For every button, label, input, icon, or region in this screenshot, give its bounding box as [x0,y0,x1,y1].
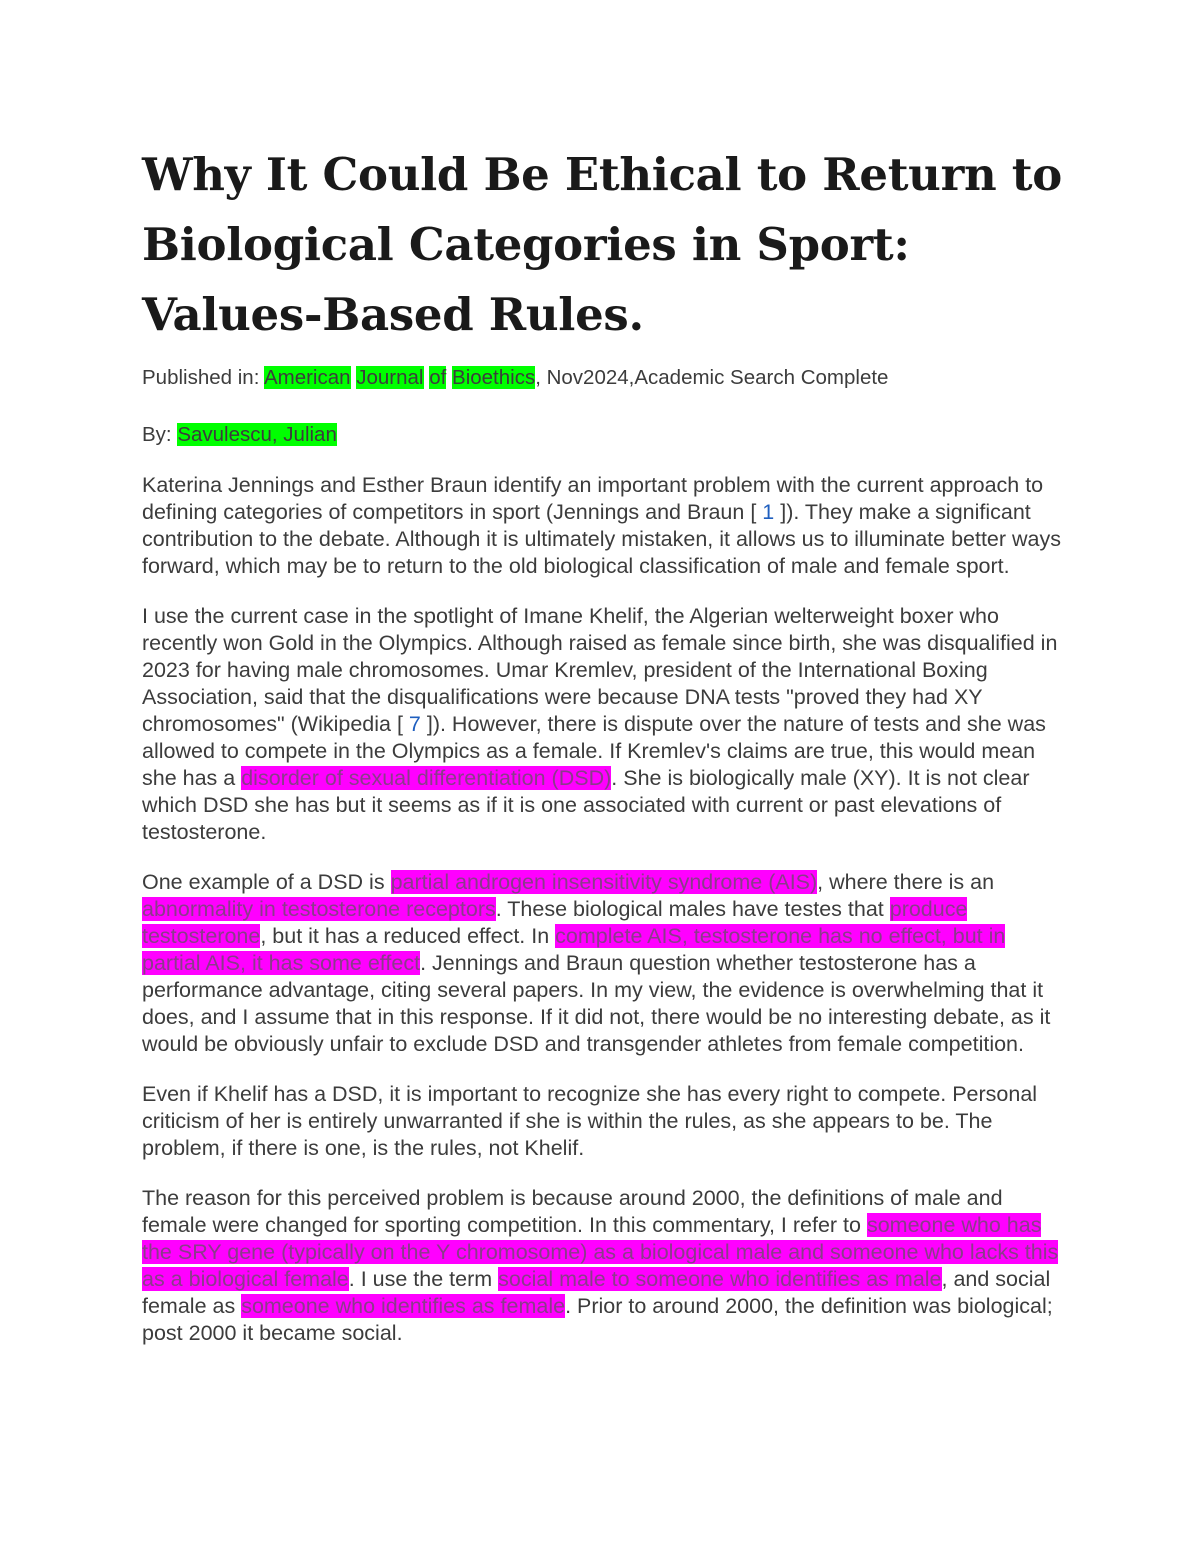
body-paragraph [142,869,1062,1058]
highlighted-text: someone who identifies as female [241,1294,566,1318]
journal-word: Journal [356,366,424,389]
highlighted-text: social male to someone who identifies as male [498,1267,942,1291]
text-segment: . These biological males have testes that [495,897,890,921]
body-paragraph [142,472,1062,580]
highlighted-text: someone who has the SRY gene (typically on the Y chromosome) as a biological male and someone who lacks this as a biological female [142,1213,1059,1291]
text-segment: ]). They make a significant contribution to the debate. Although it is ultimately mistaken, it allows us to illuminate better ways forward, which may be to return to the old biological classification of male and female sport. [142,500,1061,578]
published-line [142,364,1062,391]
journal-word: Bioethics [452,366,536,389]
byline-prefix: By: [142,423,178,446]
reference-link[interactable]: 1 [762,500,775,524]
text-segment: Katerina Jennings and Esther Braun identify an important problem with the current approach to defining categories of competitors in sport (Jennings and Braun [ [142,473,1044,524]
byline [142,421,1062,448]
body-paragraph [142,1081,1062,1162]
document-page [142,140,1062,1347]
published-prefix: Published in: [142,366,264,389]
text-segment: , but it has a reduced effect. In [260,924,556,948]
text-segment: , where there is an [817,870,995,894]
highlighted-text: disorder of sexual differentiation (DSD) [241,766,612,790]
text-segment: One example of a DSD is [142,870,391,894]
text-segment: Even if Khelif has a DSD, it is important to recognize she has every right to compete. Personal criticism of her is entirely unwarranted if she is within the rules, as she appears to be. The problem, if there is one, is the rules, not Khelif. [142,1082,1038,1160]
author-name: Savulescu, Julian [177,423,337,446]
highlighted-text: partial androgen insensitivity syndrome (AIS) [390,870,818,894]
text-segment: . Prior to around 2000, the definition was biological; post 2000 it became social. [142,1294,1053,1345]
text-segment: , and social female as [142,1267,1051,1318]
body-paragraph [142,603,1062,846]
article-body [142,472,1062,1347]
journal-word: American [263,366,351,389]
published-suffix: , Nov2024,Academic Search Complete [535,366,889,389]
text-segment: . She is biologically male (XY). It is not clear which DSD she has but it seems as if it is one associated with current or past elevations of testosterone. [142,766,1030,844]
article-title: Why It Could Be Ethical to Return to Biological Categories in Sport: Values-Based Rules. [142,148,1062,341]
journal-word: of [429,366,447,389]
highlighted-text: complete AIS, testosterone has no effect, but in partial AIS, it has some effect [142,924,1006,975]
text-segment: . I use the term [348,1267,499,1291]
text-segment: I use the current case in the spotlight of Imane Khelif, the Algerian welterweight boxer who recently won Gold in the Olympics. Although raised as female since birth, she was disqualified in 2023 for having male chromosomes. Umar Kremlev, president of the International Boxing Association, said that the disqualifications were because DNA tests "proved they had XY chromosomes" (Wikipedia [ [142,604,1058,736]
text-segment: ]). However, there is dispute over the nature of tests and she was allowed to compete in the Olympics as a female. If Kremlev's claims are true, this would mean she has a [142,712,1046,790]
text-segment: The reason for this perceived problem is because around 2000, the definitions of male and female were changed for sporting competition. In this commentary, I refer to [142,1186,1003,1237]
text-segment: . Jennings and Braun question whether testosterone has a performance advantage, citing several papers. In my view, the evidence is overwhelming that it does, and I assume that in this response. If it did not, there would be no interesting debate, as it would be obviously unfair to exclude DSD and transgender athletes from female competition. [142,951,1051,1056]
highlighted-text: produce testosterone [142,897,968,948]
highlighted-text: abnormality in testosterone receptors [142,897,496,921]
reference-link[interactable]: 7 [408,712,421,736]
body-paragraph [142,1185,1062,1347]
